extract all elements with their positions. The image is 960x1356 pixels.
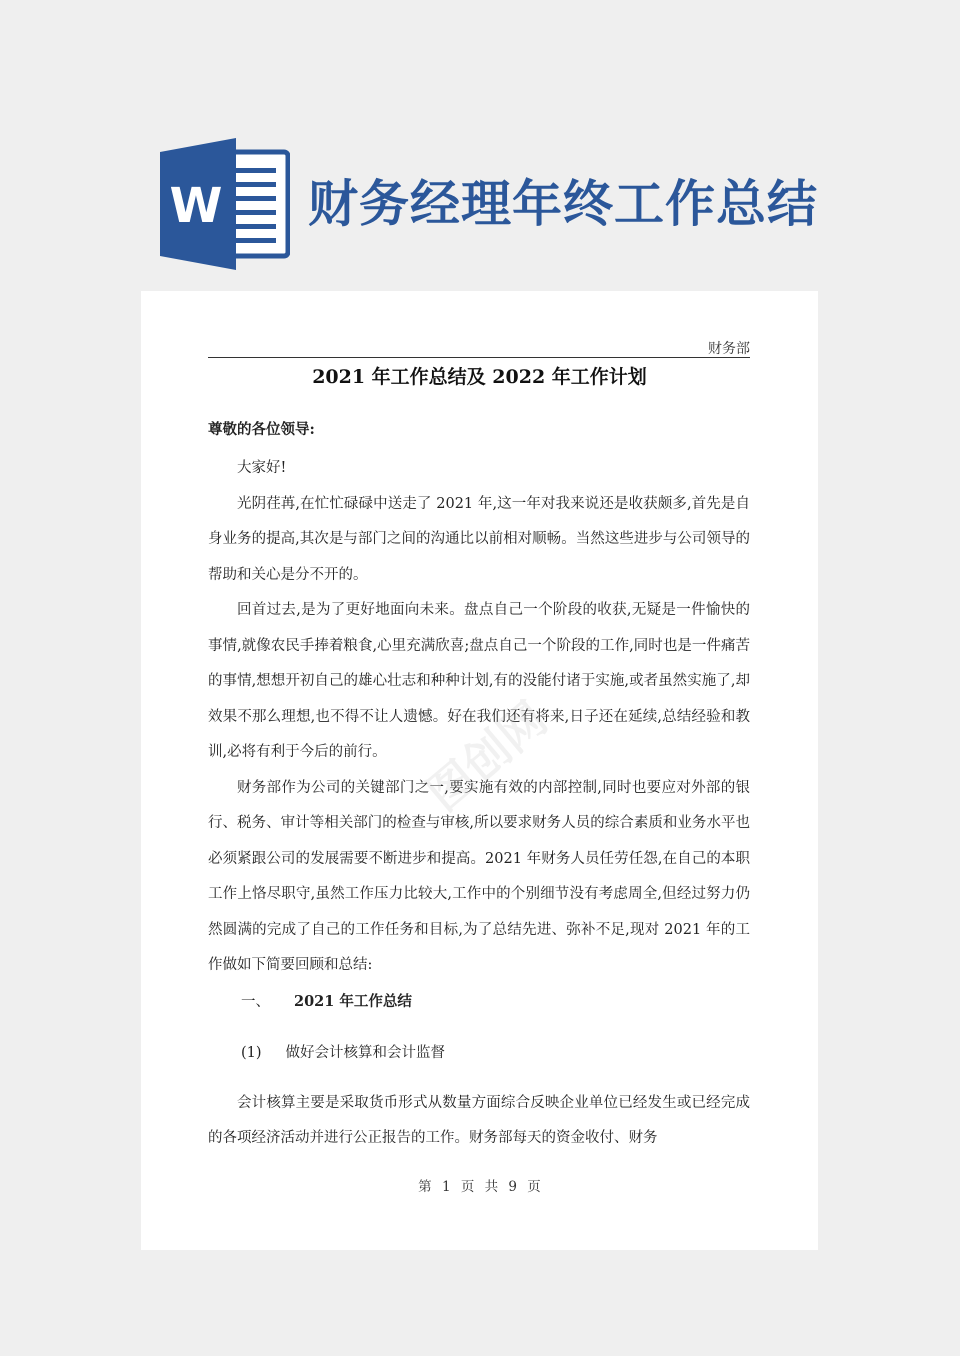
subsection-title: 做好会计核算和会计监督	[285, 1045, 446, 1061]
word-logo-letter: W	[169, 178, 223, 234]
document-body	[208, 415, 750, 1157]
paragraph-accounting: 会计核算主要是采取货币形式从数量方面综合反映企业单位已经发生或已经完成的各项经济活动并进行公正报告的工作。财务部每天的资金收付、财务	[208, 1094, 750, 1146]
header-divider	[208, 357, 750, 358]
section-title: 2021 年工作总结	[294, 992, 412, 1010]
paragraph-intro: 光阴荏苒,在忙忙碌碌中送走了 2021 年,这一年对我来说还是收获颇多,首先是自身业务的提高,其次是与部门之间的沟通比以前相对顺畅。当然这些进步与公司领导的帮助和关心是分不开的。	[208, 495, 750, 583]
header-department: 财务部	[708, 341, 750, 357]
paragraph-department: 财务部作为公司的关键部门之一,要实施有效的内部控制,同时也要应对外部的银行、税务、审计等相关部门的检查与审核,所以要求财务人员的综合素质和业务水平也必须紧跟公司的发展需要不断进步和提高。2021 年财务人员任劳任怨,在自己的本职工作上恪尽职守,虽然工作压力比较大,工作中的个别细节没有考虑周全,但经过努力仍然圆满的完成了自己的工作任务和目标,为了总结先进、弥补不足,现对 2021 年的工作做如下简要回顾和总结:	[208, 779, 750, 973]
paragraph-greeting: 大家好!	[237, 460, 287, 476]
salutation: 尊敬的各位领导:	[208, 421, 315, 438]
word-logo-icon	[160, 138, 290, 270]
subsection-number: (1)	[241, 1045, 262, 1061]
banner-title: 财务经理年终工作总结	[308, 175, 818, 233]
subsection-heading-1	[208, 1036, 750, 1072]
section-heading-1	[208, 984, 750, 1021]
watermark: 图创网	[416, 691, 558, 822]
document-page	[141, 291, 818, 1250]
paragraph-review: 回首过去,是为了更好地面向未来。盘点自己一个阶段的收获,无疑是一件愉快的事情,就像农民手捧着粮食,心里充满欣喜;盘点自己一个阶段的工作,同时也是一件痛苦的事情,想想开初自己的雄心壮志和种种计划,有的没能付诸于实施,或者虽然实施了,却效果不那么理想,也不得不让人遗憾。好在我们还有将来,日子还在延续,总结经验和教训,必将有利于今后的前行。	[208, 602, 750, 760]
document-title: 2021 年工作总结及 2022 年工作计划	[312, 366, 647, 388]
section-number: 一、	[241, 993, 270, 1010]
page-footer: 第 1 页 共 9 页	[418, 1179, 541, 1195]
banner	[160, 138, 860, 270]
